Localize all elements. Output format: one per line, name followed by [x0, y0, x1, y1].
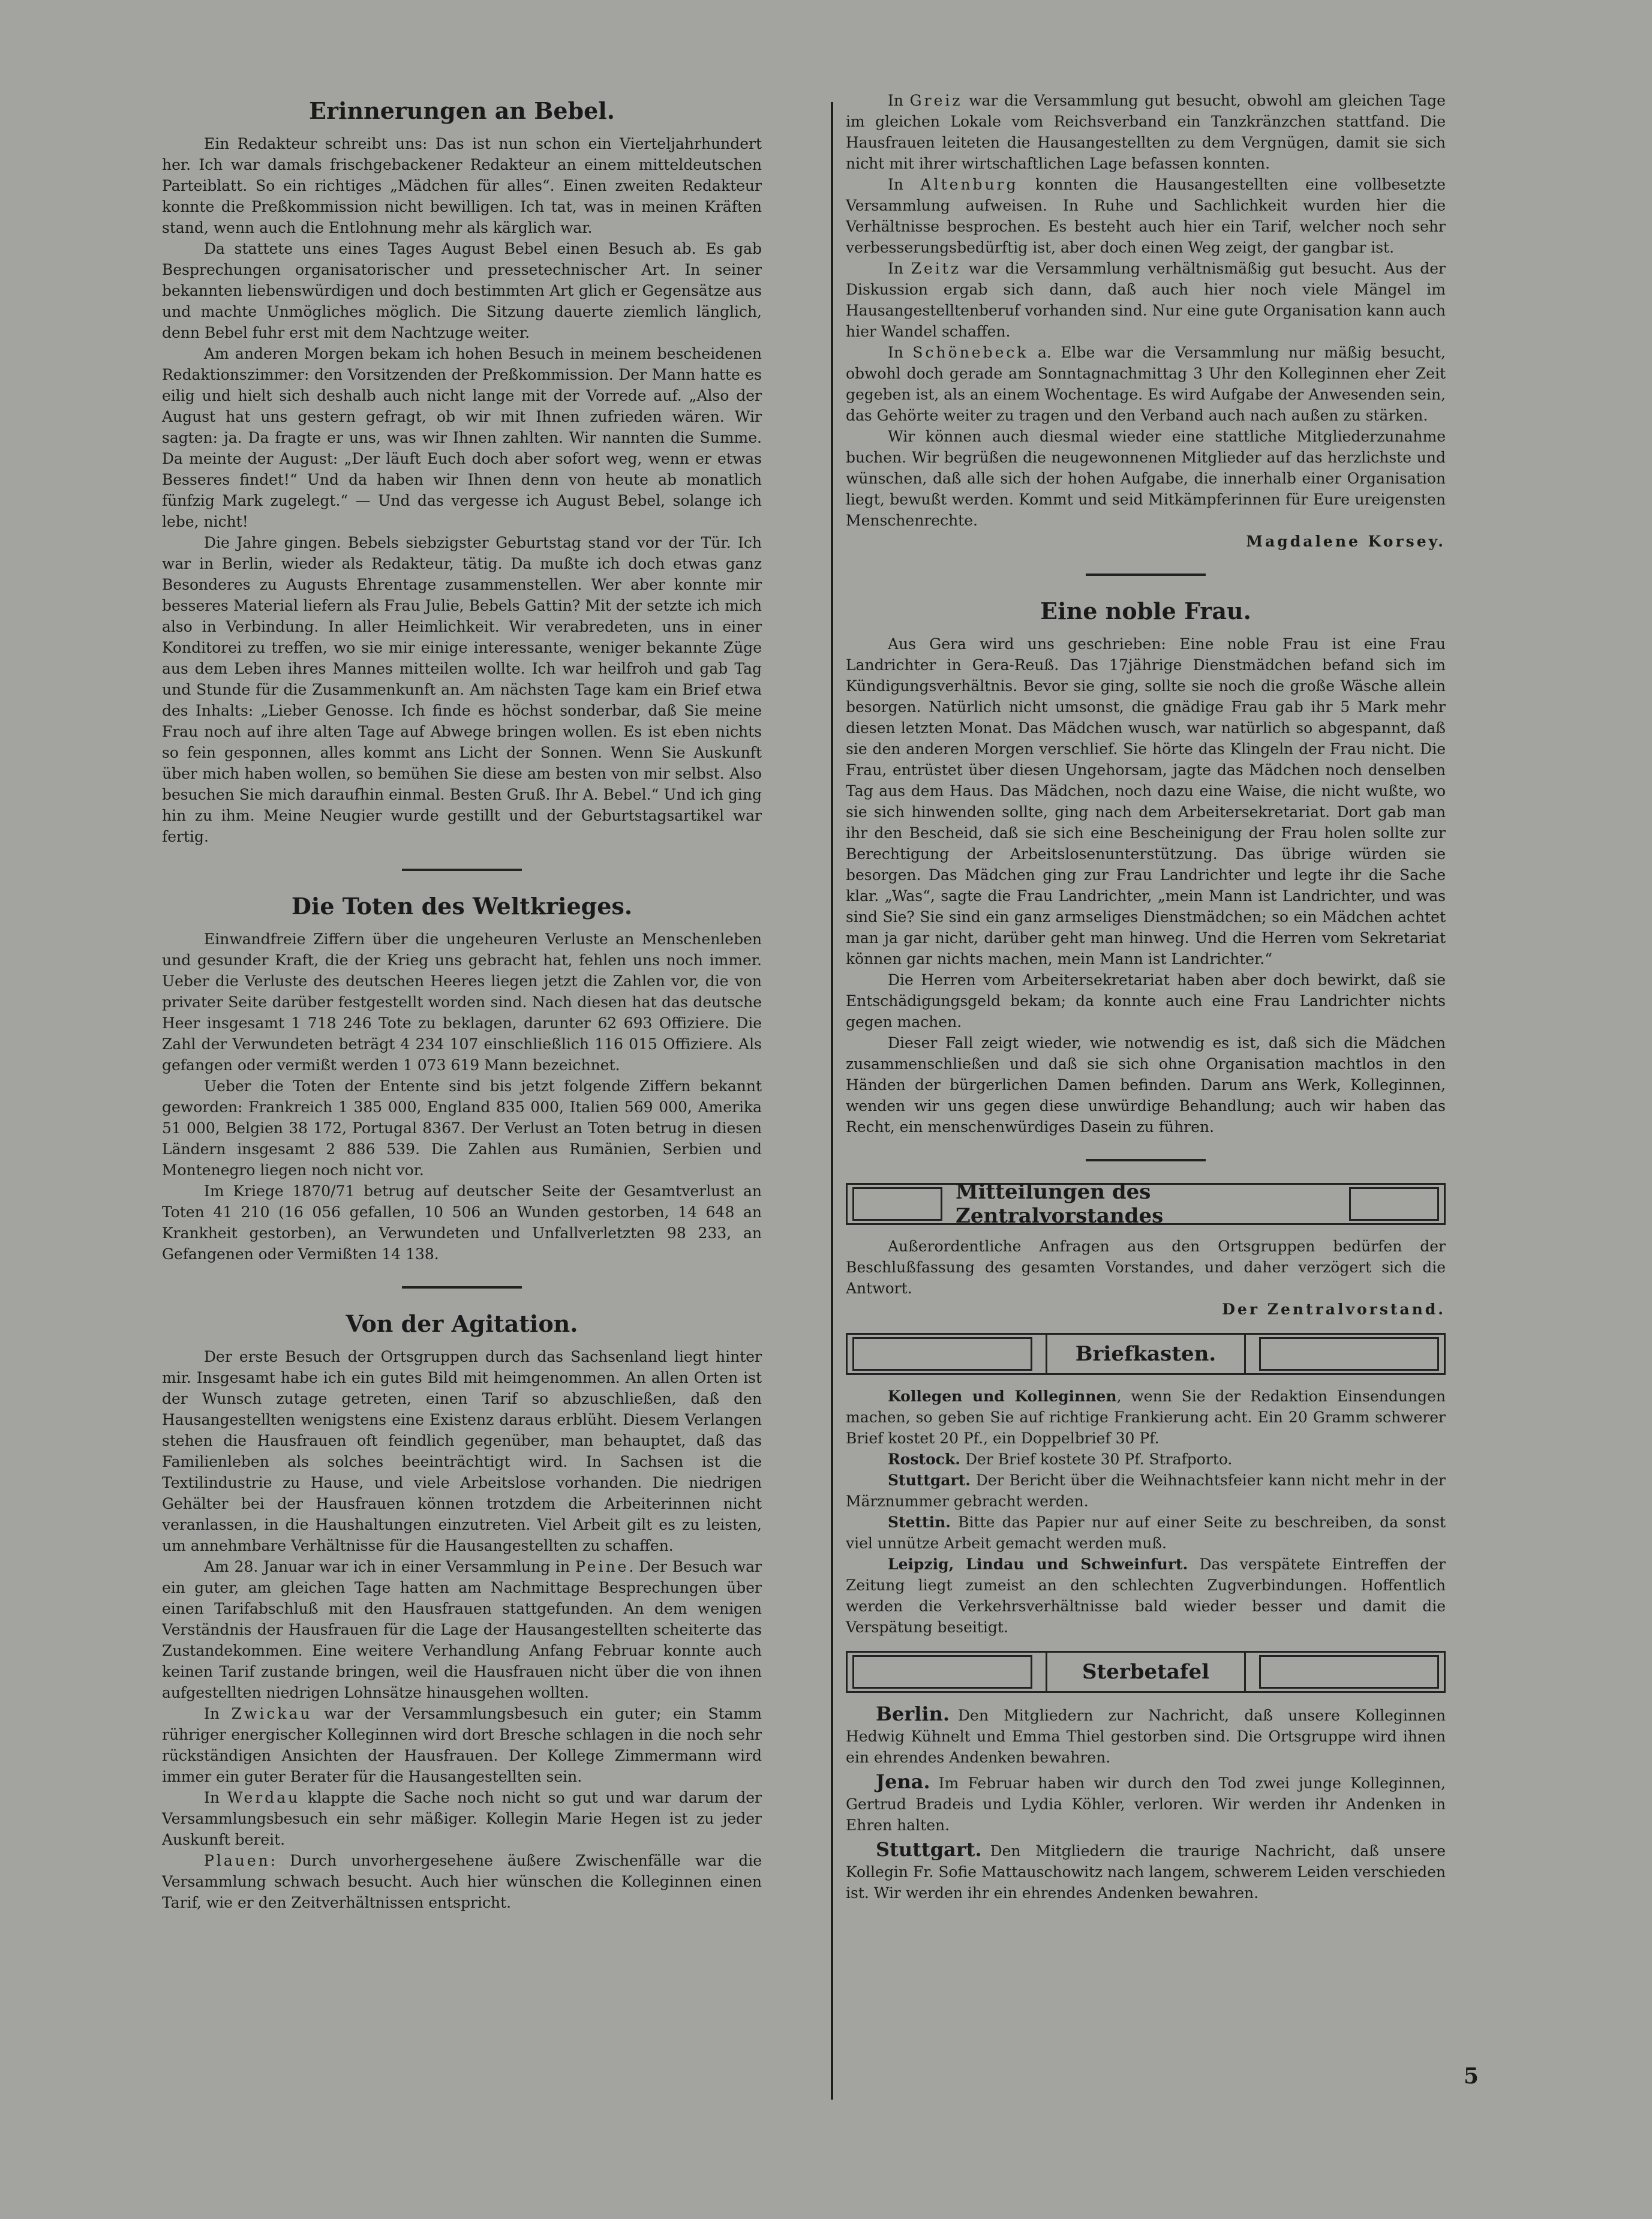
paragraph: Die Jahre gingen. Bebels siebzigster Geburtstag stand vor der Tür. Ich war in Berlin, wieder als Redakteur, tätig. Da mußte ich doch etwas ganz Besonderes zu Augusts Ehrentage zusammenstellen. Wer aber konnte mir besseres Material liefern als Frau Julie, Bebels Gattin? Mit der setzte ich mich also in Verbindung. In aller Heimlichkeit. Wir verabredeten, uns in einer Konditorei zu treffen, wo sie mir einige interessante, weniger bekannte Züge aus dem Leben ihres Mannes mitteilen wollte. Ich war heilfroh und gab Tag und Stunde für die Zusammenkunft an. Am nächsten Tage kam ein Brief etwa des Inhalts: „Lieber Genosse. Ich finde es höchst sonderbar, daß Sie meine Frau noch auf ihre alten Tage auf Abwege bringen wollen. Es ist eben nichts so fein gesponnen, alles kommt ans Licht der Sonnen. Wenn Sie Auskunft über mich haben wollen, so bemühen Sie diese am besten von mir selbst. Also besuchen Sie mich daraufhin einmal. Besten Gruß. Ihr A. Bebel.“ Und ich ging hin zu ihm. Meine Neugier wurde gestillt und der Geburtstagsartikel war fertig. — [162, 534, 762, 845]
article-title: Die Toten des Weltkrieges. — [291, 893, 633, 920]
text: In — [888, 92, 910, 109]
text: In — [888, 344, 913, 361]
ornament-box — [1259, 1655, 1439, 1689]
notice-text: Der Bericht über die Weihnachtsfeier kann nicht mehr in der Märznummer gebracht werden. — [846, 1472, 1446, 1510]
paragraph: Im Kriege 1870/71 betrug auf deutscher Seite der Gesamtverlust an Toten 41 210 (16 056 gefallen, 10 506 an Wunden gestorben, 14 648 an Krankheit gestorben), an Verwundeten und Unfallverletzten 98 233, an Gefangenen oder Vermißten 14 138. — [162, 1182, 762, 1263]
boxed-heading — [846, 1180, 1446, 1228]
notice-lead: Kollegen und Kolleginnen — [888, 1388, 1117, 1405]
article-agitation-continued — [846, 90, 1446, 552]
article-title: Erinnerungen an Bebel. — [309, 97, 615, 124]
paragraph — [846, 342, 1446, 426]
text: . Der Besuch war ein guter, am gleichen Tage hatten am Nachmittage Besprechungen über einen Tarifabschluß mit den Hausfrauen stattgefunden. An dem wenigen Verständnis der Hausfrauen für die Lage der Hausangestellten scheiterte das Zustandekommen. Eine weitere Verhandlung Anfang Februar konnte auch keinen Tarif zustande bringen, weil die Hausfrauen nicht über die von ihnen aufgestellten niedrigen Lohnsätze hinausgehen wollten. — [162, 1558, 762, 1701]
city-name: Plauen — [204, 1852, 271, 1869]
article-noble-frau — [846, 597, 1446, 1137]
article-title: Eine noble Frau. — [1040, 597, 1251, 624]
city-name: Werdau — [227, 1789, 301, 1806]
city-name: Schönebeck — [912, 344, 1029, 361]
ornament-box — [1349, 1187, 1439, 1221]
obituary — [846, 1704, 1446, 1768]
paragraph — [162, 1703, 762, 1787]
paragraph: Am anderen Morgen bekam ich hohen Besuch in meinem bescheidenen Redaktionszimmer: den Vorsitzenden der Preßkommission. Der Mann hatte es eilig und hielt sich deshalb auch nicht lange mit der Vorrede auf. „Also der August hat uns gestern gefragt, ob wir mit Ihnen zufrieden wären. Wir sagten: ja. Da fragte er uns, was wir Ihnen zahlten. Wir nannten die Summe. Da meinte der August: „Der läuft Euch doch aber sofort weg, wenn er etwas Besseres findet!“ Und da haben wir Ihnen denn von heute ab monatlich fünfzig Mark zugelegt.“ — Und das vergesse ich August Bebel, solange ich lebe, nicht! — [162, 345, 762, 530]
section-title: Sterbetafel — [1046, 1653, 1246, 1691]
boxed-heading — [846, 1333, 1446, 1375]
paragraph — [162, 1556, 762, 1703]
paragraph: Aus Gera wird uns geschrieben: Eine noble Frau ist eine Frau Landrichter in Gera-Reuß. Das 17jährige Dienstmädchen befand sich im Kündigungsverhältnis. Bevor sie ging, sollte sie noch die große Wäsche allein besorgen. Natürlich nicht umsonst, die gnädige Frau gab ihr 5 Mark mehr diesen letzten Monat. Das Mädchen wusch, war natürlich so abgespannt, daß sie den anderen Morgen verschlief. Sie hörte das Klingeln der Frau nicht. Die Frau, entrüstet über diesen Ungehorsam, jagte das Mädchen noch denselben Tag aus dem Haus. Das Mädchen, noch dazu eine Waise, die nicht wußte, wo sie sich hinwenden sollte, ging nach dem Arbeitersekretariat. Dort gab man ihr den Bescheid, daß sie sich eine Bescheinigung der Frau holen sollte zur Berechtigung der Arbeitslosenunterstützung. Das übrige würden sie besorgen. Das Mädchen ging zur Frau Landrichter und legte ihr die Sache klar. „Was“, sagte die Frau Landrichter, „mein Mann ist Landrichter, und was sind Sie? Sie sind ein ganz armseliges Dienstmädchen; so ein Mädchen achtet man ja gar nicht, darüber geht man hinweg. Und die Herren vom Sekretariat können gar nichts machen, mein Mann ist Landrichter.“ — [846, 635, 1446, 968]
text: In — [204, 1705, 232, 1722]
ornament-box — [852, 1337, 1032, 1371]
notice-text: , wenn Sie der Redaktion Einsendungen machen, so geben Sie auf richtige Frankierung acht. Ein 20 Gramm schwerer Brief kostet 20 Pf., ein Doppelbrief 30 Pf. — [846, 1388, 1446, 1447]
section-divider — [402, 1286, 522, 1289]
section-divider — [402, 869, 522, 871]
column-divider — [831, 102, 833, 2100]
paragraph: Einwandfreie Ziffern über die ungeheuren Verluste an Menschenleben und gesunder Kraft, die der Krieg uns gebracht hat, fehlen uns noch immer. Ueber die Verluste des deutschen Heeres liegen jetzt die Zahlen vor, die von privater Seite darüber festgestellt worden sind. Nach diesen hat das deutsche Heer insgesamt 1 718 246 Tote zu beklagen, darunter 62 693 Offiziere. Die Zahl der Verwundeten beträgt 4 234 107 einschließlich 116 015 Offiziere. Als gefangen oder vermißt werden 1 073 619 Mann bezeichnet. — [162, 930, 762, 1074]
text: Am 28. Januar war ich in einer Versammlung in — [204, 1558, 575, 1575]
text: In — [888, 176, 921, 193]
notice-lead: Stuttgart. — [888, 1472, 971, 1489]
section-divider — [1086, 1159, 1206, 1161]
author-signature: Der Zentralvorstand. — [1222, 1301, 1446, 1318]
notice — [846, 1386, 1446, 1449]
obituary — [846, 1839, 1446, 1903]
article-agitation — [162, 1310, 762, 1913]
ornament-box — [852, 1655, 1032, 1689]
obituary-place: Berlin. — [876, 1702, 950, 1725]
text: In — [204, 1789, 227, 1806]
text: war die Versammlung verhältnismäßig gut besucht. Aus der Diskussion ergab sich dann, daß auch hier noch viele Mängel im Hausangestelltenberuf vorhanden sind. Nur eine gute Organisation kann auch hier Wandel schaffen. — [846, 260, 1446, 340]
paragraph — [846, 174, 1446, 258]
paragraph: Ueber die Toten der Entente sind bis jetzt folgende Ziffern bekannt geworden: Frankreich 1 385 000, England 835 000, Italien 569 000, Amerika 51 000, Belgien 38 172, Portugal 8367. Der Verlust an Toten betrug in diesen Ländern insgesamt 2 886 539. Die Zahlen aus Rumänien, Serbien und Montenegro liegen noch nicht vor. — [162, 1077, 762, 1179]
paragraph: Wir können auch diesmal wieder eine stattliche Mitgliederzunahme buchen. Wir begrüßen die neugewonnenen Mitglieder auf das herzlichste und wünschen, daß alle sich der hohen Aufgabe, die innerhalb einer Organisation liegt, bewußt werden. Kommt und seid Mitkämpferinnen für Eure ureigensten Menschenrechte. — [846, 428, 1446, 529]
city-name: Greiz — [909, 92, 963, 109]
section-title: Briefkasten. — [1046, 1335, 1246, 1373]
paragraph — [846, 90, 1446, 174]
left-column — [162, 90, 762, 1913]
notice-lead: Leipzig, Lindau und Schweinfurt. — [888, 1556, 1188, 1573]
ornament-box — [1259, 1337, 1439, 1371]
obituary-text: Den Mitgliedern die traurige Nachricht, daß unsere Kollegin Fr. Sofie Mattauschowitz nach langem, schwerem Leiden verschieden ist. Wir werden ihr ein ehrendes Andenken bewahren. — [846, 1842, 1446, 1902]
section-title: Mitteilungen des Zentralvorstandes — [956, 1180, 1164, 1228]
section-divider — [1086, 573, 1206, 576]
boxed-heading — [846, 1651, 1446, 1693]
notice-text: Bitte das Papier nur auf einer Seite zu beschreiben, da sonst viel unnütze Arbeit gemacht werden muß. — [846, 1514, 1446, 1552]
notice-lead: Stettin. — [888, 1514, 951, 1531]
obituary — [846, 1771, 1446, 1836]
paragraph: Die Herren vom Arbeitersekretariat haben aber doch bewirkt, daß sie Entschädigungsgeld bekam; da konnte auch eine Frau Landrichter nichts gegen machen. — [846, 971, 1446, 1031]
text: : Durch unvorhergesehene äußere Zwischenfälle war die Versammlung schwach besucht. Auch hier wünschen die Kolleginnen einen Tarif, wie er den Zeitverhältnissen entspricht. — [162, 1852, 762, 1911]
text: konnten die Hausangestellten eine vollbesetzte Versammlung aufweisen. In Ruhe und Sachlichkeit wurden hier die Verhältnisse besprochen. Es besteht auch hier ein Tarif, welcher noch sehr verbesserungsbedürftig ist, aber doch einen Weg zeigt, der gangbar ist. — [846, 176, 1446, 256]
notice-text: Der Brief kostete 30 Pf. Strafporto. — [960, 1451, 1233, 1468]
section-briefkasten — [846, 1333, 1446, 1638]
city-name: Zwickau — [231, 1705, 313, 1722]
obituary-text: Den Mitgliedern zur Nachricht, daß unsere Kolleginnen Hedwig Kühnelt und Emma Thiel gestorben sind. Die Ortsgruppe wird ihnen ein ehrendes Andenken bewahren. — [846, 1707, 1446, 1766]
page-number: 5 — [1464, 2064, 1479, 2089]
ornament-box — [852, 1187, 942, 1221]
obituary-place: Stuttgart. — [876, 1838, 982, 1861]
notice-lead: Rostock. — [888, 1451, 960, 1468]
article-bebel — [162, 97, 762, 847]
text: In — [888, 260, 911, 277]
city-name: Zeitz — [911, 260, 962, 277]
obituary-place: Jena. — [876, 1770, 930, 1793]
article-title: Von der Agitation. — [346, 1310, 578, 1337]
paragraph — [162, 1850, 762, 1913]
notice — [846, 1470, 1446, 1512]
paragraph: Ein Redakteur schreibt uns: Das ist nun schon ein Vierteljahrhundert her. Ich war damals frischgebackener Redakteur an einem mitteldeutschen Parteiblatt. So ein richtiges „Mädchen für alles“. Einen zweiten Redakteur konnte die Preßkommission nicht bewilligen. Ich tat, was in meinen Kräften stand, wenn auch die Entlohnung mehr als kärglich war. — [162, 135, 762, 236]
paragraph — [162, 1787, 762, 1850]
notice — [846, 1512, 1446, 1554]
section-zentralvorstand — [846, 1180, 1446, 1320]
section-sterbetafel — [846, 1651, 1446, 1903]
article-toten — [162, 893, 762, 1265]
paragraph: Der erste Besuch der Ortsgruppen durch das Sachsenland liegt hinter mir. Insgesamt habe ich ein gutes Bild mit heimgenommen. An allen Orten ist der Wunsch zutage getreten, einen Tarif so abzuschließen, daß den Hausangestellten wenigstens eine Existenz daraus erblüht. Diesem Verlangen stehen die Hausfrauen oft feindlich gegenüber, man behauptet, daß das Familienleben als solches beeinträchtigt wird. In Sachsen ist die Textilindustrie zu Hause, und viele Arbeitslose vorhanden. Die niedrigen Gehälter bei der Hausfrauen können trotzdem die Arbeiterinnen nicht veranlassen, in die Haushaltungen einzutreten. Viel Arbeit gilt es zu leisten, um annehmbare Verhältnisse für die Hausangestellten zu schaffen. — [162, 1348, 762, 1554]
right-column — [846, 90, 1446, 1907]
text: a. Elbe war die Versammlung nur mäßig besucht, obwohl doch gerade am Sonntagnachmittag 3 Uhr den Kolleginnen eher Zeit gegeben ist, als an einem Wochentage. Es wird Aufgabe der Anwesenden sein, das Gehörte weiter zu tragen und den Verband auch nach außen zu stärken. — [846, 344, 1446, 424]
paragraph — [846, 258, 1446, 342]
paragraph: Außerordentliche Anfragen aus den Ortsgruppen bedürfen der Beschlußfassung des gesamten Vorstandes, und daher verzögert sich die Antwort. — [846, 1238, 1446, 1297]
text: war der Versammlungsbesuch ein guter; ein Stamm rühriger energischer Kolleginnen wird dort Bresche schlagen in die noch sehr rückständigen Ansichten der Hausfrauen. Der Kollege Zimmermann wird immer ein guter Berater für die Hausangestellten sein. — [162, 1705, 762, 1785]
text: war die Versammlung gut besucht, obwohl am gleichen Tage im gleichen Lokale vom Reichsverband ein Tanzkränzchen stattfand. Die Hausfrauen leiteten die Hausangestellten zu dem Vergnügen, damit sie sich nicht mit ihrer wirtschaftlichen Lage befassen konnten. — [846, 92, 1446, 172]
notice-text: Das verspätete Eintreffen der Zeitung liegt zumeist an den schlechten Zugverbindungen. Hoffentlich werden die Verkehrsverhältnisse bald wieder besser und damit die Verspätung beseitigt. — [846, 1556, 1446, 1636]
paragraph: Dieser Fall zeigt wieder, wie notwendig es ist, daß sich die Mädchen zusammenschließen und daß sie sich ohne Organisation machtlos in den Händen der bürgerlichen Damen befinden. Darum ans Werk, Kolleginnen, wenden wir uns gegen diese unwürdige Behandlung; auch wir haben das Recht, ein menschenwürdiges Dasein zu führen. — [846, 1034, 1446, 1136]
city-name: Peine — [575, 1558, 629, 1575]
paragraph: Da stattete uns eines Tages August Bebel einen Besuch ab. Es gab Besprechungen organisatorischer und pressetechnischer Art. In seiner bekannten liebenswürdigen und doch bestimmten Art glich er Gegensätze aus und machte Unmögliches möglich. Die Sitzung dauerte ziemlich länglich, denn Bebel fuhr erst mit dem Nachtzuge weiter. — [162, 240, 762, 341]
text: klappte die Sache noch nicht so gut und war darum der Versammlungsbesuch ein sehr mäßiger. Kollegin Marie Hegen ist zu jeder Auskunft bereit. — [162, 1789, 762, 1848]
city-name: Altenburg — [920, 176, 1019, 193]
notice — [846, 1449, 1446, 1470]
obituary-text: Im Februar haben wir durch den Tod zwei junge Kolleginnen, Gertrud Bradeis und Lydia Köhler, verloren. Wir werden ihr Andenken in Ehren halten. — [846, 1774, 1446, 1834]
author-signature: Magdalene Korsey. — [1246, 533, 1446, 550]
notice — [846, 1554, 1446, 1638]
